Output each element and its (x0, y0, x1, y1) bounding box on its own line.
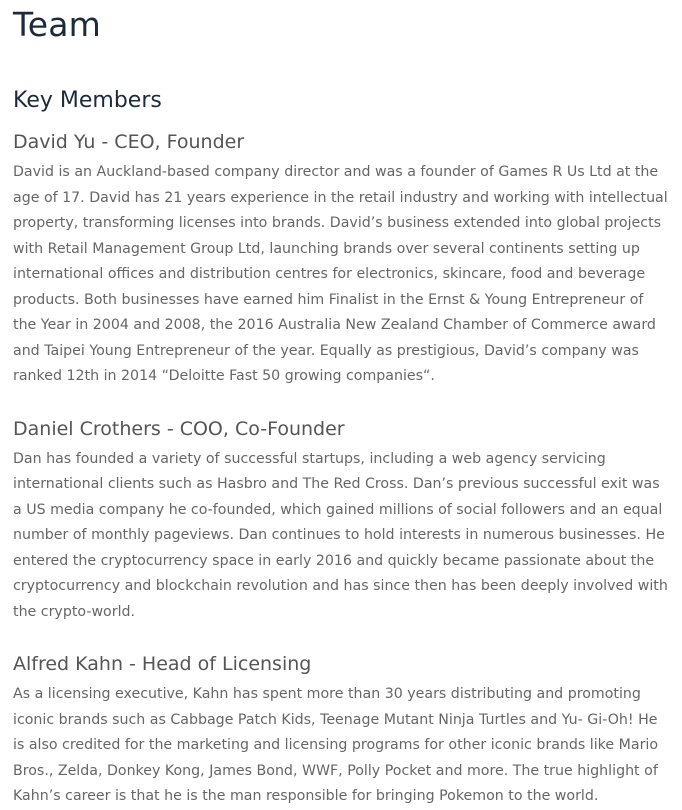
section-title: Key Members (13, 88, 162, 113)
member-bio: As a licensing executive, Kahn has spent more than 30 years distributing and promoting iconic brands such as Cabbage Patch Kids, Teenage Mutant Ninja Turtles and Yu- Gi-Oh! He is also credited for the marketing and licensing programs for other iconic brands like Mario Bros., Zelda, Donkey Kong, James Bond, WWF, Polly Pocket and more. The true highlight of Kahn’s career is that he is the man responsible for bringing Pokemon to the world. (13, 686, 659, 804)
page-title: Team (13, 5, 102, 44)
member-daniel-crothers (13, 416, 670, 626)
member-alfred-kahn (13, 651, 670, 810)
member-heading: Alfred Kahn - Head of Licensing (13, 653, 312, 675)
member-david-yu (13, 129, 670, 390)
member-bio: Dan has founded a variety of successful startups, including a web agency servicing international clients such as Hasbro and The Red Cross. Dan’s previous successful exit was a US media company he co-founded, which gained millions of social followers and an equal number of monthly pageviews. Dan continues to hold interests in numerous businesses. He entered the cryptocurrency space in early 2016 and quickly became passionate about the cryptocurrency and blockchain revolution and has since then has been deeply involved with the crypto-world. (13, 450, 668, 620)
member-bio: David is an Auckland-based company director and was a founder of Games R Us Ltd at the age of 17. David has 21 years experience in the retail industry and working with intellectual property, transforming licenses into brands. David’s business extended into global projects with Retail Management Group Ltd, launching brands over several continents setting up international offices and distribution centres for electronics, skincare, food and beverage products. Both businesses have earned him Finalist in the Ernst & Young Entrepreneur of the Year in 2004 and 2008, the 2016 Australia New Zealand Chamber of Commerce award and Taipei Young Entrepreneur of the year. Equally as prestigious, David’s company was ranked 12th in 2014 “Deloitte Fast 50 growing companies“. (13, 164, 668, 384)
member-heading: Daniel Crothers - COO, Co-Founder (13, 417, 345, 440)
member-heading: David Yu - CEO, Founder (13, 131, 245, 153)
